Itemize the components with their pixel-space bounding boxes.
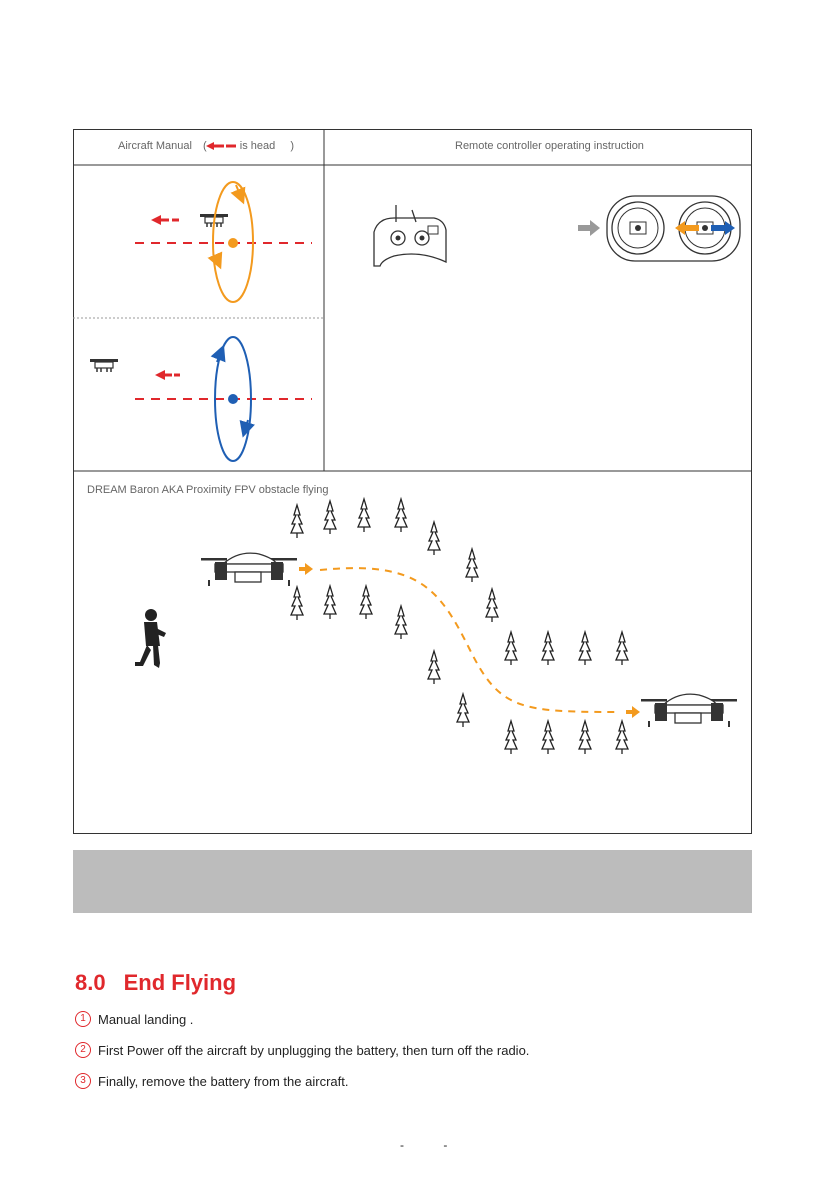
remote-controller-illustration xyxy=(374,205,446,266)
drone-icon xyxy=(201,553,297,586)
step-item xyxy=(75,1011,193,1027)
pilot-icon xyxy=(135,609,166,668)
right-header: Remote controller operating instruction xyxy=(455,140,644,152)
orange-arrow-icon xyxy=(626,706,640,718)
left-header-suffix: is head xyxy=(239,140,276,152)
section-heading xyxy=(75,970,236,996)
tree-icon xyxy=(428,522,440,555)
tree-icon xyxy=(579,632,591,665)
red-arrow-icon xyxy=(151,215,179,225)
tree-icon xyxy=(395,499,407,532)
obstacle-course-diagram xyxy=(135,499,737,754)
grey-arrow-icon xyxy=(578,220,600,236)
step-marker: 3 xyxy=(75,1073,91,1089)
orange-rotation-diagram xyxy=(135,182,312,302)
tree-icon xyxy=(457,694,469,727)
orange-arrow-icon xyxy=(299,563,313,575)
tree-icon xyxy=(505,632,517,665)
obstacle-section-title: DREAM Baron AKA Proximity FPV obstacle flying xyxy=(87,484,329,496)
tree-icon xyxy=(542,632,554,665)
left-header xyxy=(118,140,294,152)
step-text: Manual landing . xyxy=(98,1011,194,1027)
warning-bar xyxy=(73,850,752,913)
tree-icon xyxy=(616,721,628,754)
tree-icon xyxy=(466,549,478,582)
tree-icon xyxy=(505,721,517,754)
step-text: First Power off the aircraft by unplugging the battery, then turn off the radio. xyxy=(98,1042,530,1058)
tree-icon xyxy=(358,499,370,532)
step-text: Finally, remove the battery from the aircraft. xyxy=(98,1073,349,1089)
tree-icon xyxy=(324,586,336,619)
tree-icon xyxy=(542,721,554,754)
left-header-prefix: Aircraft Manual xyxy=(118,140,192,152)
tree-icon xyxy=(428,651,440,684)
tree-icon xyxy=(291,505,303,538)
step-item xyxy=(75,1042,529,1058)
blue-rotation-diagram xyxy=(90,337,312,461)
left-header-open: ( xyxy=(203,140,207,152)
page-number: - - xyxy=(400,1138,466,1152)
tree-icon xyxy=(616,632,628,665)
left-header-close: ) xyxy=(290,140,294,152)
tree-icon xyxy=(360,586,372,619)
tree-icon xyxy=(395,606,407,639)
tree-icon xyxy=(291,587,303,620)
stick-panel-illustration xyxy=(607,196,740,261)
tree-icon xyxy=(324,501,336,534)
tree-icon xyxy=(579,721,591,754)
step-item xyxy=(75,1073,348,1089)
section-number: 8.0 xyxy=(75,970,106,995)
section-title: End Flying xyxy=(123,970,237,995)
drone-icon xyxy=(641,694,737,727)
drone-icon xyxy=(90,359,118,372)
step-marker: 2 xyxy=(75,1042,91,1058)
red-arrow-icon xyxy=(155,370,180,380)
step-marker: 1 xyxy=(75,1011,91,1027)
tree-icon xyxy=(486,589,498,622)
